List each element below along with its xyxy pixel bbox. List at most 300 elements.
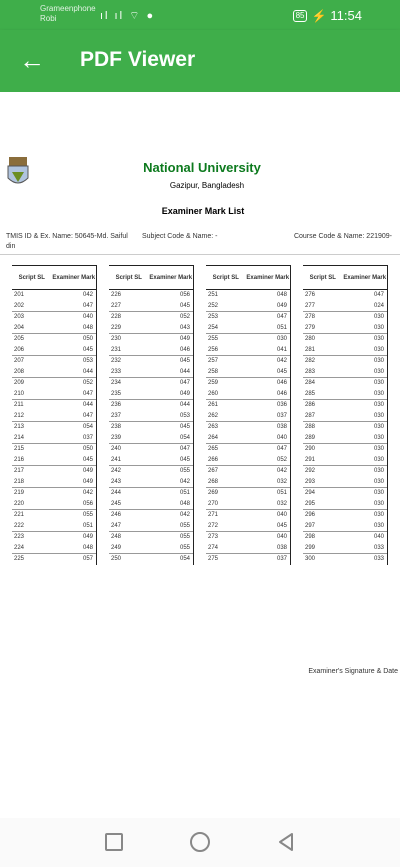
table-row [303,400,387,411]
header-script-sl: Script SL [309,274,336,281]
mark-cell: 046 [179,347,190,353]
mark-cell: 030 [373,457,384,463]
script-sl-cell: 295 [305,501,316,507]
script-sl-cell: 279 [305,325,316,331]
mark-cell: 043 [179,325,190,331]
table-row [303,477,387,488]
table-row [109,433,193,444]
status-right [293,8,362,23]
script-sl-cell: 247 [111,523,122,529]
mark-cell: 042 [179,479,190,485]
script-sl-cell: 296 [305,512,316,518]
mark-cell: 033 [373,545,384,551]
mark-cell: 045 [82,457,93,463]
table-row [206,422,290,433]
table-row [206,532,290,543]
charging-icon: ⚡ [311,8,327,23]
script-sl-cell: 287 [305,413,316,419]
script-sl-cell: 244 [111,490,122,496]
mark-cell: 047 [82,303,93,309]
script-sl-cell: 204 [14,325,25,331]
script-sl-cell: 219 [14,490,25,496]
table-row [12,411,96,422]
document-subtitle: Examiner Mark List [161,206,245,216]
script-sl-cell: 280 [305,336,316,342]
script-sl-cell: 286 [305,402,316,408]
table-row [12,488,96,499]
script-sl-cell: 261 [208,402,219,408]
mark-cell: 045 [179,457,190,463]
script-sl-cell: 217 [14,468,25,474]
script-sl-cell: 260 [208,391,219,397]
table-row [109,378,193,389]
mark-cell: 048 [276,292,287,298]
mark-cell: 053 [179,413,190,419]
mark-cell: 054 [179,556,190,562]
back-arrow-icon[interactable]: ← [19,45,45,75]
table-row [12,367,96,378]
table-row [12,334,96,345]
mark-cell: 030 [373,391,384,397]
table-row [12,477,96,488]
script-sl-cell: 300 [305,556,316,562]
script-sl-cell: 218 [14,479,25,485]
mark-cell: 046 [276,391,287,397]
table-row [109,521,193,532]
script-sl-cell: 225 [14,556,25,562]
script-sl-cell: 239 [111,435,122,441]
table-row [303,356,387,367]
signal-icon: ıl ıl ⌔ ● [100,10,156,22]
script-sl-cell: 210 [14,391,25,397]
table-row [109,312,193,323]
table-row [109,334,193,345]
script-sl-cell: 293 [305,479,316,485]
mark-cell: 044 [179,369,190,375]
subject-info: Subject Code & Name: - [142,233,218,240]
mark-cell: 045 [276,369,287,375]
mark-cell: 037 [276,413,287,419]
table-row [206,521,290,532]
script-sl-cell: 276 [305,292,316,298]
script-sl-cell: 281 [305,347,316,353]
mark-cell: 054 [179,435,190,441]
table-row [206,378,290,389]
mark-cell: 032 [276,479,287,485]
table-row [303,411,387,422]
script-sl-cell: 237 [111,413,122,419]
signature-label: Examiner's Signature & Date [308,668,398,675]
mark-cell: 052 [179,314,190,320]
script-sl-cell: 213 [14,424,25,430]
script-sl-cell: 223 [14,534,25,540]
table-row [206,345,290,356]
script-sl-cell: 273 [208,534,219,540]
header-examiner-mark: Examiner Mark [149,274,193,281]
mark-cell: 055 [179,534,190,540]
table-row [109,389,193,400]
mark-cell: 030 [373,358,384,364]
script-sl-cell: 234 [111,380,122,386]
table-row [109,400,193,411]
mark-cell: 045 [179,424,190,430]
table-row [206,312,290,323]
script-sl-cell: 224 [14,545,25,551]
mark-cell: 045 [179,303,190,309]
mark-cell: 048 [179,501,190,507]
mark-cell: 030 [373,347,384,353]
table-row [303,389,387,400]
table-row [109,488,193,499]
recents-square-icon[interactable] [105,833,123,851]
table-row [206,455,290,466]
table-row [12,312,96,323]
script-sl-cell: 269 [208,490,219,496]
script-sl-cell: 238 [111,424,122,430]
script-sl-cell: 231 [111,347,122,353]
mark-cell: 030 [373,523,384,529]
table-row [109,477,193,488]
mark-cell: 030 [373,424,384,430]
mark-cell: 049 [276,303,287,309]
table-header [206,266,290,290]
script-sl-cell: 264 [208,435,219,441]
mark-cell: 047 [179,446,190,452]
mark-cell: 049 [82,534,93,540]
table-row [109,543,193,554]
table-row [303,521,387,532]
script-sl-cell: 270 [208,501,219,507]
table-row [12,301,96,312]
table-row [303,488,387,499]
script-sl-cell: 249 [111,545,122,551]
table-row [206,477,290,488]
script-sl-cell: 246 [111,512,122,518]
table-row [206,389,290,400]
table-row [303,312,387,323]
script-sl-cell: 274 [208,545,219,551]
table-row [303,422,387,433]
script-sl-cell: 201 [14,292,25,298]
mark-cell: 051 [82,523,93,529]
script-sl-cell: 263 [208,424,219,430]
table-row [303,554,387,565]
mark-cell: 050 [82,336,93,342]
back-triangle-icon[interactable] [276,832,296,852]
table-row [206,400,290,411]
script-sl-cell: 242 [111,468,122,474]
table-row [303,499,387,510]
mark-cell: 049 [82,479,93,485]
battery-icon: 85 [293,10,308,22]
table-row [109,301,193,312]
table-row [12,433,96,444]
script-sl-cell: 288 [305,424,316,430]
mark-table [303,265,388,565]
table-row [109,345,193,356]
table-row [303,532,387,543]
mark-cell: 042 [276,468,287,474]
mark-cell: 050 [82,446,93,452]
script-sl-cell: 289 [305,435,316,441]
table-row [109,356,193,367]
table-row [12,554,96,565]
mark-cell: 045 [179,358,190,364]
script-sl-cell: 253 [208,314,219,320]
mark-cell: 049 [179,336,190,342]
script-sl-cell: 212 [14,413,25,419]
mark-cell: 038 [276,545,287,551]
table-row [12,389,96,400]
mark-cell: 042 [276,358,287,364]
table-row [109,510,193,521]
table-row [109,554,193,565]
examiner-info: TMIS ID & Ex. Name: 50645-Md. Saiful din [6,233,128,250]
script-sl-cell: 298 [305,534,316,540]
mark-cell: 051 [179,490,190,496]
mark-cell: 049 [179,391,190,397]
table-row [109,532,193,543]
mark-cell: 030 [373,413,384,419]
script-sl-cell: 262 [208,413,219,419]
table-row [303,323,387,334]
nav-bar [0,818,400,867]
mark-cell: 040 [276,435,287,441]
script-sl-cell: 255 [208,336,219,342]
table-row [206,301,290,312]
mark-cell: 033 [373,556,384,562]
script-sl-cell: 282 [305,358,316,364]
mark-cell: 052 [82,380,93,386]
table-row [109,422,193,433]
mark-table [206,265,291,565]
mark-cell: 030 [373,380,384,386]
script-sl-cell: 271 [208,512,219,518]
mark-cell: 030 [373,501,384,507]
table-row [12,543,96,554]
table-row [206,499,290,510]
script-sl-cell: 267 [208,468,219,474]
app-title: PDF Viewer [80,48,196,71]
table-row [303,444,387,455]
table-row [12,499,96,510]
course-info: Course Code & Name: 221909- [293,233,392,240]
header-script-sl: Script SL [115,274,142,281]
script-sl-cell: 235 [111,391,122,397]
script-sl-cell: 297 [305,523,316,529]
mark-cell: 030 [373,325,384,331]
table-row [206,433,290,444]
mark-cell: 042 [179,512,190,518]
script-sl-cell: 251 [208,292,219,298]
divider [0,254,400,255]
mark-cell: 047 [276,446,287,452]
script-sl-cell: 226 [111,292,122,298]
script-sl-cell: 268 [208,479,219,485]
mark-cell: 030 [373,402,384,408]
script-sl-cell: 259 [208,380,219,386]
script-sl-cell: 236 [111,402,122,408]
table-row [109,323,193,334]
script-sl-cell: 209 [14,380,25,386]
table-row [206,488,290,499]
mark-cell: 030 [373,446,384,452]
mark-cell: 030 [373,336,384,342]
table-row [303,334,387,345]
script-sl-cell: 292 [305,468,316,474]
mark-cell: 037 [82,435,93,441]
script-sl-cell: 208 [14,369,25,375]
table-row [12,444,96,455]
script-sl-cell: 216 [14,457,25,463]
table-header [303,266,387,290]
script-sl-cell: 214 [14,435,25,441]
header-script-sl: Script SL [212,274,239,281]
script-sl-cell: 275 [208,556,219,562]
table-row [303,301,387,312]
mark-cell: 045 [82,347,93,353]
script-sl-cell: 272 [208,523,219,529]
pdf-page[interactable] [0,92,400,818]
mark-cell: 030 [373,479,384,485]
mark-cell: 038 [276,424,287,430]
script-sl-cell: 294 [305,490,316,496]
script-sl-cell: 245 [111,501,122,507]
mark-cell: 042 [82,490,93,496]
mark-cell: 030 [373,314,384,320]
script-sl-cell: 291 [305,457,316,463]
carrier-names [40,4,96,24]
mark-cell: 024 [373,303,384,309]
table-row [12,345,96,356]
mark-cell: 054 [82,424,93,430]
script-sl-cell: 285 [305,391,316,397]
mark-cell: 052 [276,457,287,463]
home-circle-icon[interactable] [190,832,210,852]
mark-cell: 047 [82,413,93,419]
table-row [12,532,96,543]
script-sl-cell: 283 [305,369,316,375]
table-row [206,411,290,422]
mark-cell: 044 [82,369,93,375]
script-sl-cell: 256 [208,347,219,353]
table-row [206,554,290,565]
script-sl-cell: 220 [14,501,25,507]
mark-cell: 030 [373,512,384,518]
script-sl-cell: 228 [111,314,122,320]
script-sl-cell: 229 [111,325,122,331]
mark-cell: 040 [82,314,93,320]
script-sl-cell: 266 [208,457,219,463]
script-sl-cell: 230 [111,336,122,342]
script-sl-cell: 284 [305,380,316,386]
table-row [12,521,96,532]
script-sl-cell: 240 [111,446,122,452]
carrier-1: Grameenphone [40,4,96,13]
table-row [109,444,193,455]
mark-cell: 047 [82,391,93,397]
mark-cell: 046 [276,380,287,386]
script-sl-cell: 290 [305,446,316,452]
table-row [206,444,290,455]
table-row [303,378,387,389]
mark-cell: 037 [276,556,287,562]
script-sl-cell: 241 [111,457,122,463]
table-row [303,510,387,521]
table-row [109,455,193,466]
table-row [12,510,96,521]
script-sl-cell: 215 [14,446,25,452]
table-row [303,290,387,301]
script-sl-cell: 232 [111,358,122,364]
script-sl-cell: 252 [208,303,219,309]
table-row [12,356,96,367]
script-sl-cell: 248 [111,534,122,540]
mark-cell: 040 [276,534,287,540]
mark-cell: 036 [276,402,287,408]
mark-cell: 056 [82,501,93,507]
mark-cell: 055 [179,523,190,529]
university-location: Gazipur, Bangladesh [169,181,245,190]
script-sl-cell: 206 [14,347,25,353]
mark-table [12,265,97,565]
mark-cell: 047 [276,314,287,320]
table-row [303,367,387,378]
mark-cell: 051 [276,325,287,331]
script-sl-cell: 233 [111,369,122,375]
script-sl-cell: 258 [208,369,219,375]
mark-cell: 055 [82,512,93,518]
script-sl-cell: 207 [14,358,25,364]
script-sl-cell: 278 [305,314,316,320]
header-examiner-mark: Examiner Mark [52,274,96,281]
mark-cell: 055 [179,468,190,474]
script-sl-cell: 211 [14,402,24,408]
table-row [303,345,387,356]
table-row [206,323,290,334]
mark-cell: 051 [276,490,287,496]
table-row [109,466,193,477]
table-row [109,499,193,510]
mark-cell: 047 [179,380,190,386]
table-row [206,367,290,378]
table-row [206,466,290,477]
mark-cell: 057 [82,556,93,562]
script-sl-cell: 265 [208,446,219,452]
university-name: National University [143,160,261,175]
table-row [206,334,290,345]
table-row [206,543,290,554]
app-bar [0,30,400,92]
table-row [109,290,193,301]
script-sl-cell: 250 [111,556,122,562]
table-row [109,367,193,378]
header-examiner-mark: Examiner Mark [343,274,387,281]
script-sl-cell: 202 [14,303,25,309]
script-sl-cell: 257 [208,358,219,364]
table-row [12,378,96,389]
header-examiner-mark: Examiner Mark [246,274,290,281]
mark-cell: 053 [82,358,93,364]
script-sl-cell: 203 [14,314,25,320]
table-row [303,455,387,466]
table-row [206,510,290,521]
table-row [303,433,387,444]
table-row [303,466,387,477]
table-row [303,543,387,554]
mark-cell: 045 [276,523,287,529]
mark-cell: 056 [179,292,190,298]
